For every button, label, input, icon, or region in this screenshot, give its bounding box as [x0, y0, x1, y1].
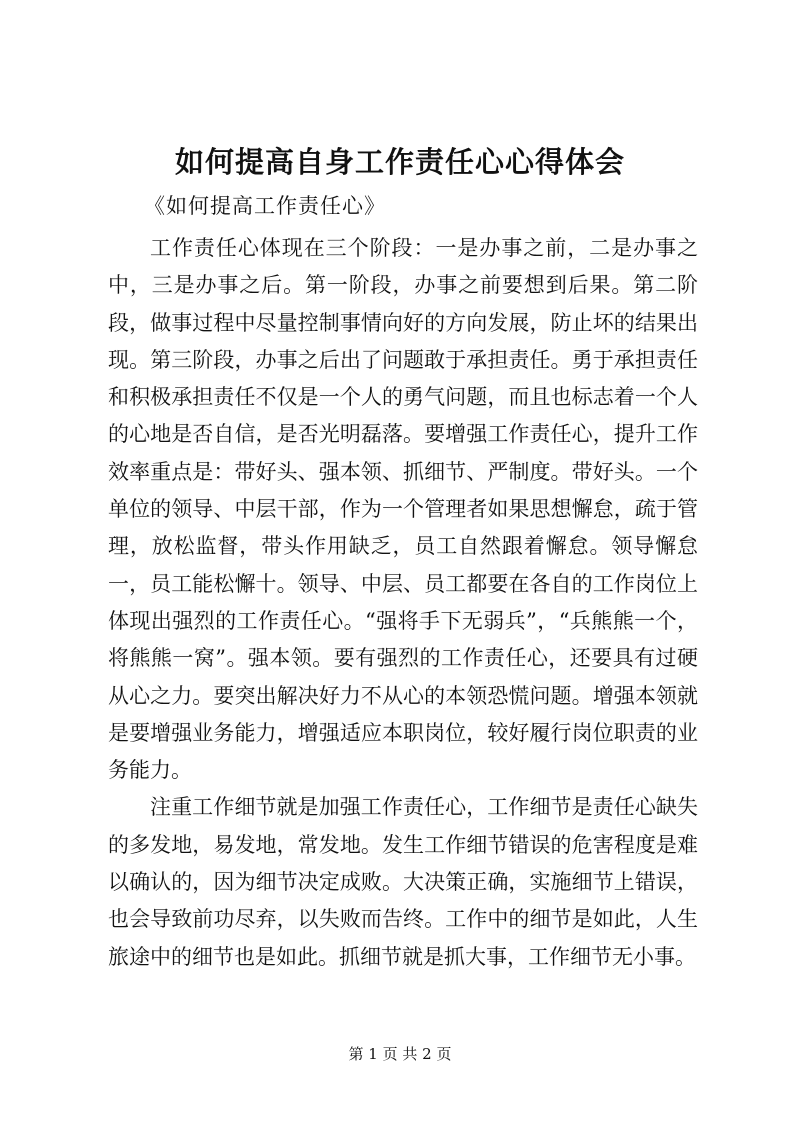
paragraph-1: 工作责任心体现在三个阶段：一是办事之前，二是办事之中，三是办事之后。第一阶段，办事之前要想到后果。第二阶段，做事过程中尽量控制事情向好的方向发展，防止坏的结果出现。第三阶段，办事之后出了问题敢于承担责任。勇于承担责任和积极承担责任不仅是一个人的勇气问题，而且也标志着一个人的心地是否自信，是否光明磊落。要增强工作责任心，提升工作效率重点是：带好头、强本领、抓细节、严制度。带好头。一个单位的领导、中层干部，作为一个管理者如果思想懈怠，疏于管理，放松监督，带头作用缺乏，员工自然跟着懈怠。领导懈怠一，员工能松懈十。领导、中层、员工都要在各自的工作岗位上体现出强烈的工作责任心。“强将手下无弱兵”，“兵熊熊一个，将熊熊一窝”。强本领。要有强烈的工作责任心，还要具有过硬从心之力。要突出解决好力不从心的本领恐慌问题。增强本领就是要增强业务能力，增强适应本职岗位，较好履行岗位职责的业务能力。 — [108, 236, 698, 783]
document-body — [108, 230, 698, 976]
paragraph-2: 注重工作细节就是加强工作责任心，工作细节是责任心缺失的多发地，易发地，常发地。发生工作细节错误的危害程度是难以确认的，因为细节决定成败。大决策正确，实施细节上错误，也会导致前功尽弃，以失败而告终。工作中的细节是如此，人生旅途中的细节也是如此。抓细节就是抓大事，工作细节无小事。 — [108, 795, 698, 969]
page-footer: 第 1 页 共 2 页 — [348, 1045, 452, 1063]
document-subtitle: 《如何提高工作责任心》 — [144, 194, 386, 218]
document-title: 如何提高自身工作责任心心得体会 — [174, 145, 625, 179]
